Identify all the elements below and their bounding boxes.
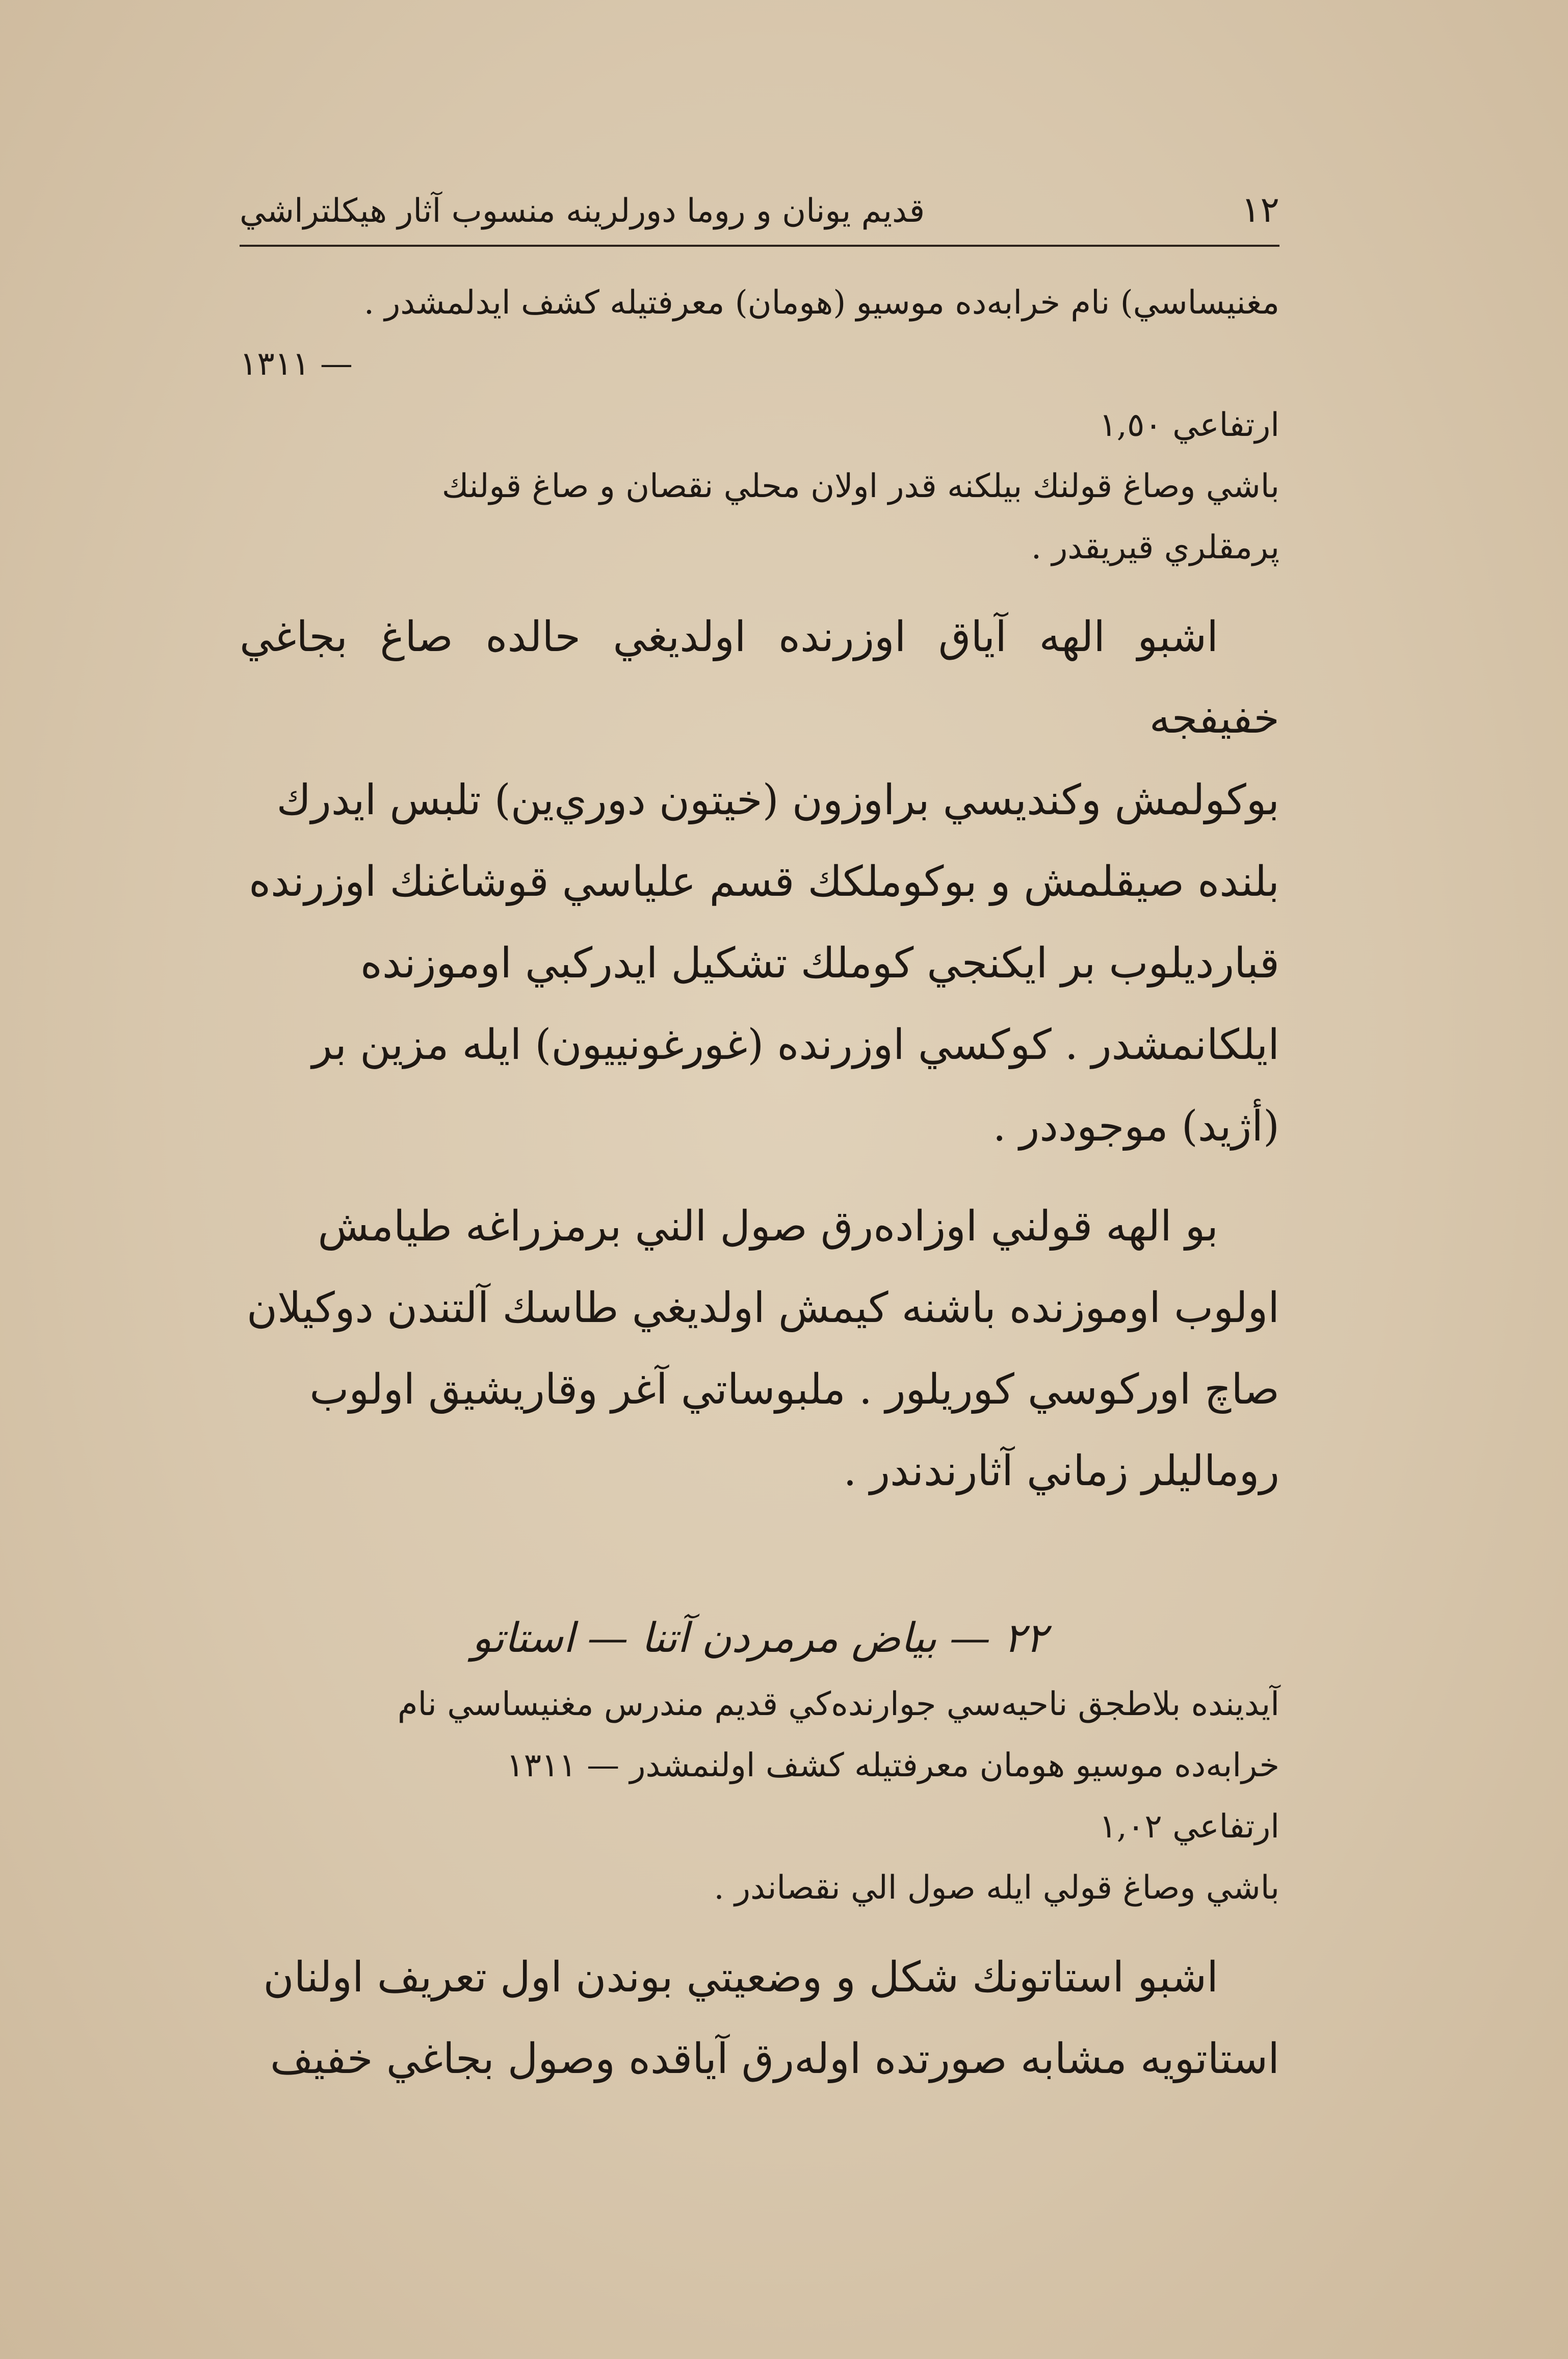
entry-21-description-line: بلنده صيقلمش و بوكوملكك قسم علياسي قوشاغنك اوزرنده bbox=[249, 858, 1279, 906]
entry-21-remark-line: اولوب اوموزنده باشنه كيمش اولديغي طاسك آلتندن دوكيلان bbox=[246, 1284, 1279, 1332]
page-number: ١٢ bbox=[1241, 189, 1279, 230]
entry-21-condition-line1: باشي وصاغ قولنك بيلكنه قدر اولان محلي نقصان و صاغ قولنك bbox=[441, 468, 1279, 505]
entry-22-description-line: اشبو استاتونك شكل و وضعيتي بوندن اول تعريف اولنان bbox=[263, 1953, 1218, 2002]
entry-21-description-line: (أژيد) موجوددر . bbox=[992, 1102, 1279, 1151]
entry-22-height: ارتفاعي ١,٠٢ bbox=[1099, 1808, 1279, 1846]
entry-21-remark-line: بو الهه قولني اوزاده‌رق صول الني برمزراغه طيامش bbox=[318, 1202, 1218, 1251]
entry-22-heading: ٢٢ — بياض مرمردن آتنا — استاتو bbox=[472, 1614, 1048, 1662]
entry-22-description-line: استاتويه مشابه صورتده اوله‌رق آياقده وصول بجاغي خفيف bbox=[270, 2035, 1279, 2083]
entry-22-condition: باشي وصاغ قولي ايله صول الي نقصاندر . bbox=[714, 1869, 1279, 1907]
running-header bbox=[240, 189, 1279, 247]
entry-21-provenance-line1: مغنيساسي) نام خرابه‌ده موسيو (هومان) معرفتيله كشف ايدلمشدر . bbox=[363, 284, 1279, 322]
entry-21-condition-line2: پرمقلري قيريقدر . bbox=[1031, 529, 1279, 566]
entry-22-provenance-line2: خرابه‌ده موسيو هومان معرفتيله كشف اولنمشدر — ١٣١١ bbox=[506, 1747, 1279, 1784]
entry-21-description-line: اشبو الهه آياق اوزرنده اولديغي حالده صاغ بجاغي خفيفجه bbox=[240, 613, 1279, 743]
page-content bbox=[240, 189, 1279, 2100]
entry-21-description-line: قبارديلوب بر ايكنجي كوملك تشكيل ايدركبي اوموزنده bbox=[360, 939, 1279, 988]
entry-21-provenance-line2: — ١٣١١ bbox=[240, 345, 353, 383]
entry-21-description-line: ايلكانمشدر . كوكسي اوزرنده (غورغونييون) ايله مزين بر bbox=[311, 1021, 1279, 1069]
entry-21-height: ارتفاعي ١,٥٠ bbox=[1099, 406, 1279, 444]
entry-21-remark-line: روماليلر زماني آثارندندر . bbox=[843, 1447, 1279, 1495]
entry-21-remark-line: صاچ اوركوسي كوريلور . ملبوساتي آغر وقاريشيق اولوب bbox=[309, 1365, 1279, 1414]
entry-21-description-line: بوكولمش وكنديسي براوزون (خيتون دوري‌ين) تلبس ايدرك bbox=[276, 776, 1279, 824]
entry-22-provenance-line1: آيدينده بلاطجق ناحيه‌سي جوارنده‌كي قديم مندرس مغنيساسي نام bbox=[397, 1686, 1279, 1723]
running-title: قديم يونان و روما دورلرينه منسوب آثار هيكلتراشي bbox=[240, 192, 925, 230]
